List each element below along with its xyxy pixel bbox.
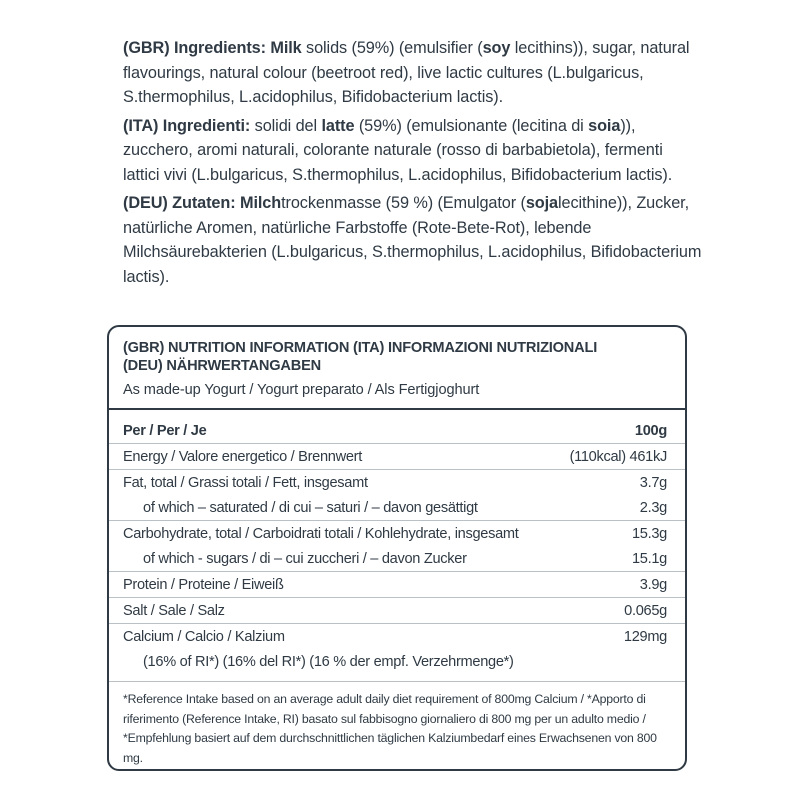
table-row	[109, 495, 685, 521]
ingredients-gbr-text-1: solids (59%) (emulsifier (	[301, 39, 483, 57]
row-label: Carbohydrate, total / Carboidrati totali / Kohlehydrate, insgesamt	[109, 521, 550, 547]
row-value	[550, 649, 685, 674]
nutrition-header	[109, 327, 685, 400]
nutrition-footnote: *Reference Intake based on an average adult daily diet requirement of 800mg Calcium / *Apporto di riferimento (Reference Intake, RI) basato sul fabbisogno giornaliero di 800 mg per un adulto medio / *Empfehlung basiert auf dem durchschnittlichen täglichen Kalziumbedarf eines Erwachsenen von 800 mg.	[123, 692, 657, 765]
table-row	[109, 546, 685, 572]
row-label: Calcium / Calcio / Kalzium	[109, 624, 550, 650]
row-value: (110kcal) 461kJ	[550, 444, 685, 470]
ingredients-deu-label: (DEU) Zutaten:	[123, 194, 236, 212]
nutrition-table	[109, 418, 685, 674]
row-label: Energy / Valore energetico / Brennwert	[109, 444, 550, 470]
ingredients-deu	[123, 191, 703, 289]
ingredients-gbr-label: (GBR) Ingredients:	[123, 39, 266, 57]
row-label: (16% of RI*) (16% del RI*) (16 % der empf. Verzehrmenge*)	[143, 653, 514, 670]
allergen-latte: latte	[321, 116, 355, 135]
nutrition-title-line-2: (DEU) NÄHRWERTANGABEN	[123, 358, 321, 374]
allergen-milch: Milch	[235, 194, 282, 212]
ingredients-deu-text-2: lecithine)), Zucker, natürliche Aromen, natürliche Farbstoffe (Rote-Bete-Rot), lebende Milchsäurebakterien (L.bulgaricus, S.thermophilus, L.acidophilus, Bifidobacterium lactis).	[123, 194, 702, 286]
nutrition-subtitle: As made-up Yogurt / Yogurt preparato / Als Fertigjoghurt	[123, 382, 480, 398]
allergen-soia: soia	[588, 116, 621, 135]
nutrition-panel	[107, 325, 687, 771]
row-value: 0.065g	[550, 598, 685, 624]
row-label: Fat, total / Grassi totali / Fett, insgesamt	[109, 470, 550, 496]
ingredients-ita-text-1: solidi del	[250, 116, 322, 135]
row-label: Protein / Proteine / Eiweiß	[109, 572, 550, 598]
nutrition-title	[123, 339, 671, 375]
row-label: of which – saturated / di cui – saturi / – davon gesättigt	[143, 499, 478, 516]
ingredients-gbr-text-2: lecithins)), sugar, natural flavourings, natural colour (beetroot red), live lactic cultures (L.bulgaricus, S.thermophilus, L.acidophilus, Bifidobacterium lactis).	[123, 39, 690, 106]
ingredients-section	[123, 36, 703, 293]
table-row	[109, 598, 685, 624]
allergen-milk: Milk	[270, 39, 302, 57]
nutrition-header-label: Per / Per / Je	[123, 422, 207, 439]
table-row	[109, 444, 685, 470]
nutrition-header-value: 100g	[634, 422, 667, 439]
nutrition-title-line-1: (GBR) NUTRITION INFORMATION (ITA) INFORMAZIONI NUTRIZIONALI	[123, 340, 598, 356]
nutrition-divider	[109, 408, 685, 410]
allergen-soja: soja	[525, 194, 559, 212]
nutrition-table-header	[109, 418, 685, 444]
row-label: of which - sugars / di – cui zuccheri / – davon Zucker	[143, 550, 467, 567]
row-value: 2.3g	[639, 499, 667, 516]
row-value: 15.3g	[550, 521, 685, 547]
ingredients-deu-text-1: trockenmasse (59 %) (Emulgator (	[281, 194, 526, 212]
ingredients-ita-text-3: )), zucchero, aromi naturali, colorante naturale (rosso di barbabietola), fermenti lattici vivi (L.bulgaricus, S.thermophilus, L.acidophilus, Bifidobacterium lactis).	[123, 116, 673, 184]
table-row	[109, 470, 685, 496]
ingredients-gbr	[123, 36, 703, 110]
row-label: Salt / Sale / Salz	[109, 598, 550, 624]
table-row	[109, 521, 685, 547]
allergen-soy: soy	[482, 39, 511, 57]
ingredients-ita-text-2: (59%) (emulsionante (lecitina di	[354, 116, 589, 135]
ingredients-ita	[123, 114, 703, 188]
row-value: 129mg	[550, 624, 685, 650]
row-value: 3.9g	[550, 572, 685, 598]
row-value: 15.1g	[631, 550, 667, 567]
table-row	[109, 649, 685, 674]
ingredients-ita-label: (ITA) Ingredienti:	[123, 116, 251, 135]
row-value: 3.7g	[550, 470, 685, 496]
table-row	[109, 572, 685, 598]
table-row	[109, 624, 685, 650]
